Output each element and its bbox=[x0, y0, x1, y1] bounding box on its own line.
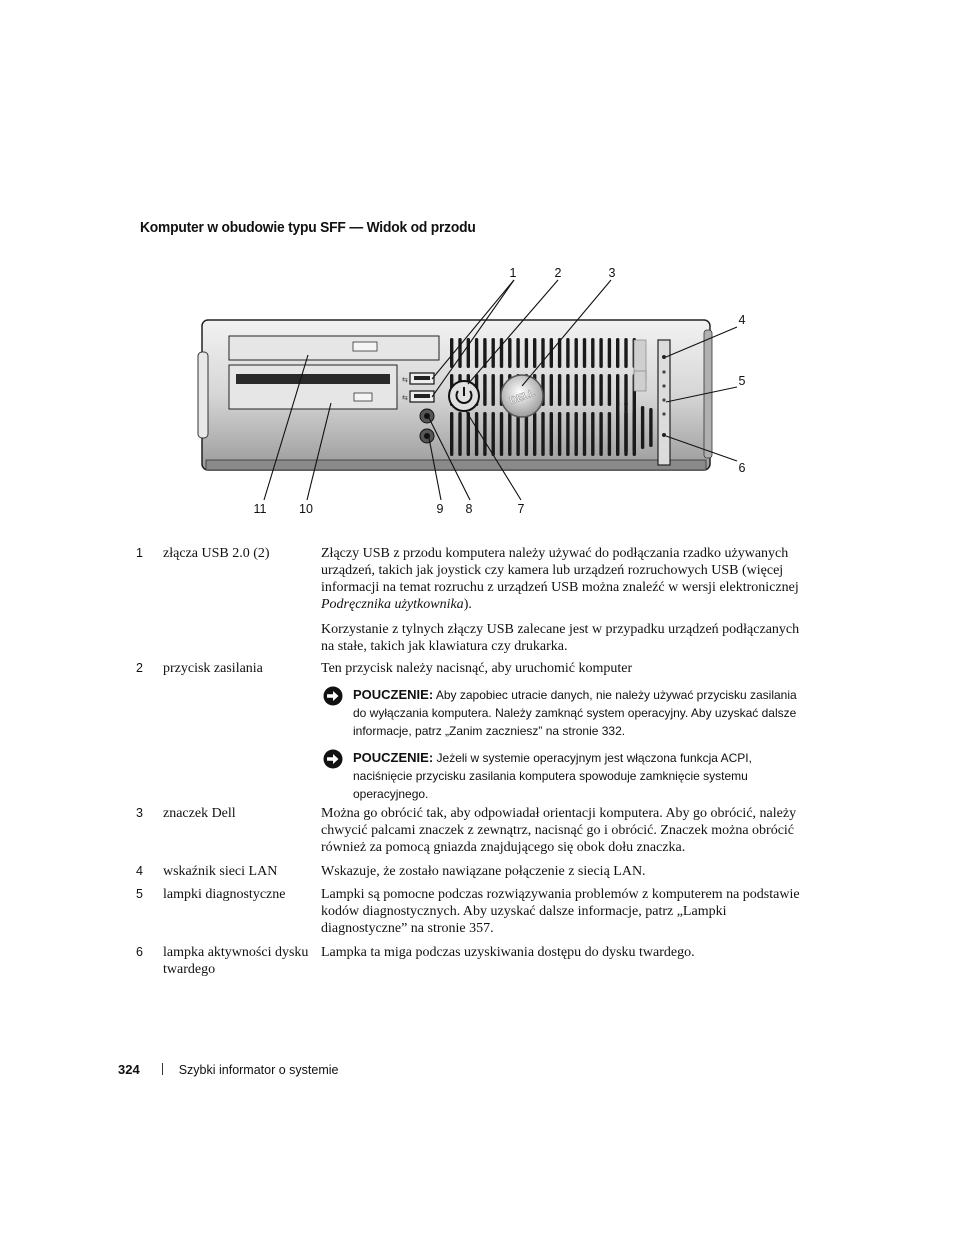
vent-slot bbox=[575, 338, 578, 368]
item-number: 3 bbox=[136, 806, 143, 820]
item-number: 5 bbox=[136, 887, 143, 901]
notice-box bbox=[321, 749, 801, 803]
dell-badge bbox=[501, 375, 543, 417]
diag-light-a bbox=[662, 370, 665, 373]
vent-slot bbox=[467, 338, 470, 368]
item-name: przycisk zasilania bbox=[163, 661, 263, 676]
vent-slot bbox=[575, 412, 578, 456]
item-name: lampka aktywności dysku twardego bbox=[163, 945, 309, 977]
vent-slot bbox=[516, 412, 519, 456]
item-description: Ten przycisk należy nacisnąć, aby uruchomić komputer POUCZENIE: Aby zapobiec utracie danych, nie należy używać przycisku zasilania do wyłączania komputera. Należy zamknąć system operacyjny. Aby uzyskać dalsze informacje, patrz „Zanim zaczniesz” na stronie 332. POUCZENIE: Jeżeli w systemie operacyjnym jest włączona funkcja ACPI, naciśnięcie przycisku zasilania komputera spowoduje zamknięcie systemu operacyjnego. bbox=[321, 660, 801, 812]
vent-slot bbox=[533, 412, 536, 456]
hdd-activity-light bbox=[662, 433, 666, 437]
vent-slot bbox=[508, 338, 511, 368]
vent-slot bbox=[483, 374, 486, 406]
vent-slot bbox=[533, 338, 536, 368]
vent-slot bbox=[599, 374, 602, 406]
page-number: 324 bbox=[118, 1062, 140, 1077]
vent-slot bbox=[575, 374, 578, 406]
vent-slot bbox=[475, 338, 478, 368]
svg-text:⇆: ⇆ bbox=[402, 394, 408, 402]
vent-slot bbox=[624, 374, 627, 406]
vent-slot bbox=[541, 338, 544, 368]
item-number: 6 bbox=[136, 945, 143, 959]
vent-slot bbox=[500, 412, 503, 456]
vent-slot bbox=[558, 412, 561, 456]
vent-slot bbox=[492, 412, 495, 456]
vent-slot bbox=[566, 412, 569, 456]
vent-slot bbox=[541, 412, 544, 456]
vent-slot bbox=[467, 412, 470, 456]
vent-slot bbox=[525, 412, 528, 456]
notice-text: Aby zapobiec utracie danych, nie należy używać przycisku zasilania do wyłączania komputera. Należy zamknąć system operacyjny. Aby uzyskać dalsze informacje, patrz „Zanim zaczniesz” na stronie 332. bbox=[353, 688, 797, 738]
vent-slot bbox=[608, 338, 611, 368]
diag-light-c bbox=[662, 398, 665, 401]
vent-slot bbox=[608, 374, 611, 406]
notice-arrow-icon bbox=[323, 686, 343, 706]
callout-2: 2 bbox=[554, 266, 562, 280]
notice-text: Jeżeli w systemie operacyjnym jest włączona funkcja ACPI, naciśnięcie przycisku zasilania komputera spowoduje zamknięcie systemu operacyjnego. bbox=[353, 751, 752, 801]
vent-slot bbox=[475, 412, 478, 456]
vent-slot bbox=[558, 374, 561, 406]
vent-slot bbox=[508, 412, 511, 456]
vent-slot bbox=[599, 338, 602, 368]
vent-slot bbox=[591, 374, 594, 406]
vent-slot bbox=[583, 412, 586, 456]
notice-box bbox=[321, 686, 801, 740]
vent-slot bbox=[649, 408, 652, 447]
vent-slot bbox=[583, 374, 586, 406]
notice-arrow-icon bbox=[323, 749, 343, 769]
callout-9: 9 bbox=[436, 502, 444, 516]
callout-10: 10 bbox=[299, 502, 313, 516]
vent-slot bbox=[616, 400, 619, 455]
vent-slot bbox=[483, 412, 486, 456]
vent-slot bbox=[599, 412, 602, 456]
callout-3: 3 bbox=[608, 266, 616, 280]
vent-slot bbox=[583, 338, 586, 368]
dell-logo-text: DELL bbox=[508, 387, 537, 408]
power-button bbox=[449, 381, 479, 411]
optical-drive-bay bbox=[229, 336, 439, 360]
item-name: wskaźnik sieci LAN bbox=[163, 864, 278, 879]
vent-slot bbox=[591, 412, 594, 456]
vent-slot bbox=[641, 406, 644, 449]
item-description: Można go obrócić tak, aby odpowiadał orientacji komputera. Aby go obrócić, należy chwycić palcami znaczek z zewnątrz, nacisnąć go i obrócić. Znaczek można obrócić również za pomocą gniazda znajdującego się obok dołu znaczka. bbox=[321, 806, 797, 855]
vent-slot bbox=[516, 338, 519, 368]
item-description: Złączy USB z przodu komputera należy używać do podłączania rzadko używanych urządzeń, takich jak joystick czy kamera lub urządzeń rozruchowych USB (więcej informacji na temat rozruchu z urządzeń USB można znaleźć w wersji elektronicznej Podręcznika użytkownika). Korzystanie z tylnych złączy USB zalecane jest w przypadku urządzeń podłączanych na stałe, takich jak klawiatura czy drukarka. bbox=[321, 546, 800, 654]
item-name: złącza USB 2.0 (2) bbox=[163, 546, 270, 561]
callout-8: 8 bbox=[465, 502, 473, 516]
vent-slot bbox=[525, 338, 528, 368]
vent-slot bbox=[566, 338, 569, 368]
vent-slot bbox=[550, 412, 553, 456]
item-number: 1 bbox=[136, 546, 143, 560]
notice-label: POUCZENIE: bbox=[353, 687, 434, 702]
callout-11: 11 bbox=[253, 502, 267, 516]
item-number: 4 bbox=[136, 864, 143, 878]
vent-slot bbox=[624, 402, 627, 453]
vent-slot bbox=[458, 412, 461, 456]
vent-slot bbox=[458, 338, 461, 368]
vent-slot bbox=[616, 338, 619, 368]
callout-1: 1 bbox=[509, 266, 517, 280]
callout-5: 5 bbox=[738, 374, 746, 388]
item-name: znaczek Dell bbox=[163, 806, 236, 821]
lan-indicator bbox=[662, 355, 666, 359]
vent-slot bbox=[608, 412, 611, 456]
vent-slot bbox=[500, 338, 503, 368]
item-description: Wskazuje, że zostało nawiązane połączenie z siecią LAN. bbox=[321, 864, 646, 879]
section-title: Komputer w obudowie typu SFF — Widok od przodu bbox=[140, 219, 476, 236]
vent-slot bbox=[624, 338, 627, 368]
vent-slot bbox=[550, 374, 553, 406]
callout-6: 6 bbox=[738, 461, 746, 475]
svg-text:⇆: ⇆ bbox=[402, 376, 408, 384]
item-number: 2 bbox=[136, 661, 143, 675]
callout-7: 7 bbox=[517, 502, 525, 516]
footer-text: Szybki informator o systemie bbox=[178, 1063, 339, 1077]
item-description: Lampka ta miga podczas uzyskiwania dostępu do dysku twardego. bbox=[321, 945, 695, 960]
notice-label: POUCZENIE: bbox=[353, 750, 434, 765]
diag-light-b bbox=[662, 384, 665, 387]
floppy-drive-bay bbox=[229, 365, 397, 409]
item-name: lampki diagnostyczne bbox=[163, 887, 286, 902]
computer-front-view-figure bbox=[196, 260, 756, 520]
diag-light-d bbox=[662, 412, 665, 415]
vent-slot bbox=[591, 338, 594, 368]
vent-slot bbox=[450, 412, 453, 456]
vent-slot bbox=[492, 374, 495, 406]
callout-4: 4 bbox=[738, 313, 746, 327]
footer-separator bbox=[162, 1063, 163, 1075]
item-description: Lampki są pomocne podczas rozwiązywania problemów z komputerem na podstawie kodów diagnostycznych. Aby uzyskać dalsze informacje, patrz „Lampki diagnostyczne” na stronie 357. bbox=[321, 887, 800, 936]
vent-slot bbox=[633, 404, 636, 451]
page-footer bbox=[118, 1062, 338, 1077]
vent-slot bbox=[566, 374, 569, 406]
